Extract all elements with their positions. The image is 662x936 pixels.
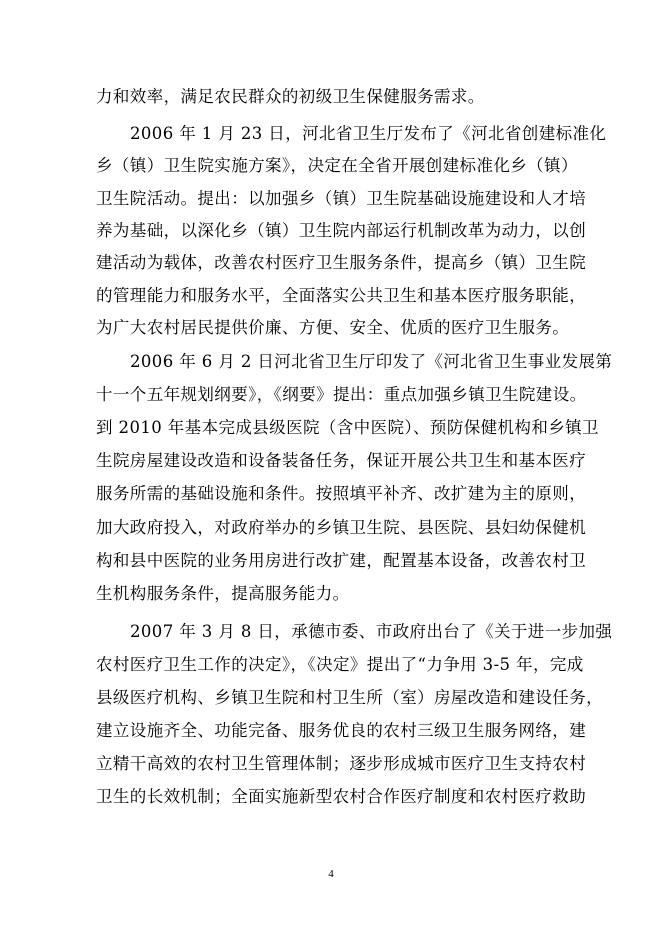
text-line: 的管理能力和服务水平，全面落实公共卫生和基本医疗服务职能，: [96, 286, 587, 305]
text-line: 卫生院活动。提出：以加强乡（镇）卫生院基础设施建设和人才培: [96, 189, 587, 208]
text-line: 生院房屋建设改造和设备装备任务，保证开展公共卫生和基本医疗: [96, 451, 587, 470]
text-line: 县级医疗机构、乡镇卫生院和村卫生所（室）房屋改造和建设任务，: [96, 688, 603, 707]
text-line: 服务所需的基础设施和条件。按照填平补齐、改扩建为主的原则，: [96, 484, 587, 503]
text-line: 加大政府投入，对政府举办的乡镇卫生院、县医院、县妇幼保健机: [96, 518, 587, 537]
page-number: 4: [328, 868, 334, 880]
text-line: 力和效率，满足农民群众的初级卫生保健服务需求。: [96, 87, 485, 106]
text-line: 到 2010 年基本完成县级医院（含中医院）、预防保健机构和乡镇卫: [96, 418, 599, 437]
text-line: 建立设施齐全、功能完备、服务优良的农村三级卫生服务网络，建: [96, 721, 587, 740]
text-line: 立精干高效的农村卫生管理体制；逐步形成城市医疗卫生支持农村: [96, 754, 587, 773]
text-line: 农村医疗卫生工作的决定》，《决定》提出了“力争用 3-5 年，完成: [96, 655, 584, 674]
text-line: 为广大农村居民提供价廉、方便、安全、优质的医疗卫生服务。: [96, 318, 570, 337]
text-line: 卫生的长效机制；全面实施新型农村合作医疗制度和农村医疗救助: [96, 787, 587, 806]
paragraph-start-line: 2006 年 6 月 2 日河北省卫生厅印发了《河北省卫生事业发展第: [130, 352, 613, 371]
text-line: 建活动为载体，改善农村医疗卫生服务条件，提高乡（镇）卫生院: [96, 253, 587, 272]
text-line: 十一个五年规划纲要》，《纲要》提出：重点加强乡镇卫生院建设。: [96, 385, 587, 404]
paragraph-start-line: 2006 年 1 月 23 日，河北省卫生厅发布了《河北省创建标准化: [130, 124, 607, 143]
text-line: 养为基础，以深化乡（镇）卫生院内部运行机制改革为动力，以创: [96, 221, 587, 240]
paragraph-start-line: 2007 年 3 月 8 日，承德市委、市政府出台了《关于进一步加强: [130, 622, 613, 641]
text-line: 构和县中医院的业务用房进行改扩建，配置基本设备，改善农村卫: [96, 551, 587, 570]
text-line: 生机构服务条件，提高服务能力。: [96, 584, 350, 603]
text-line: 乡（镇）卫生院实施方案》，决定在全省开展创建标准化乡（镇）: [96, 156, 578, 175]
